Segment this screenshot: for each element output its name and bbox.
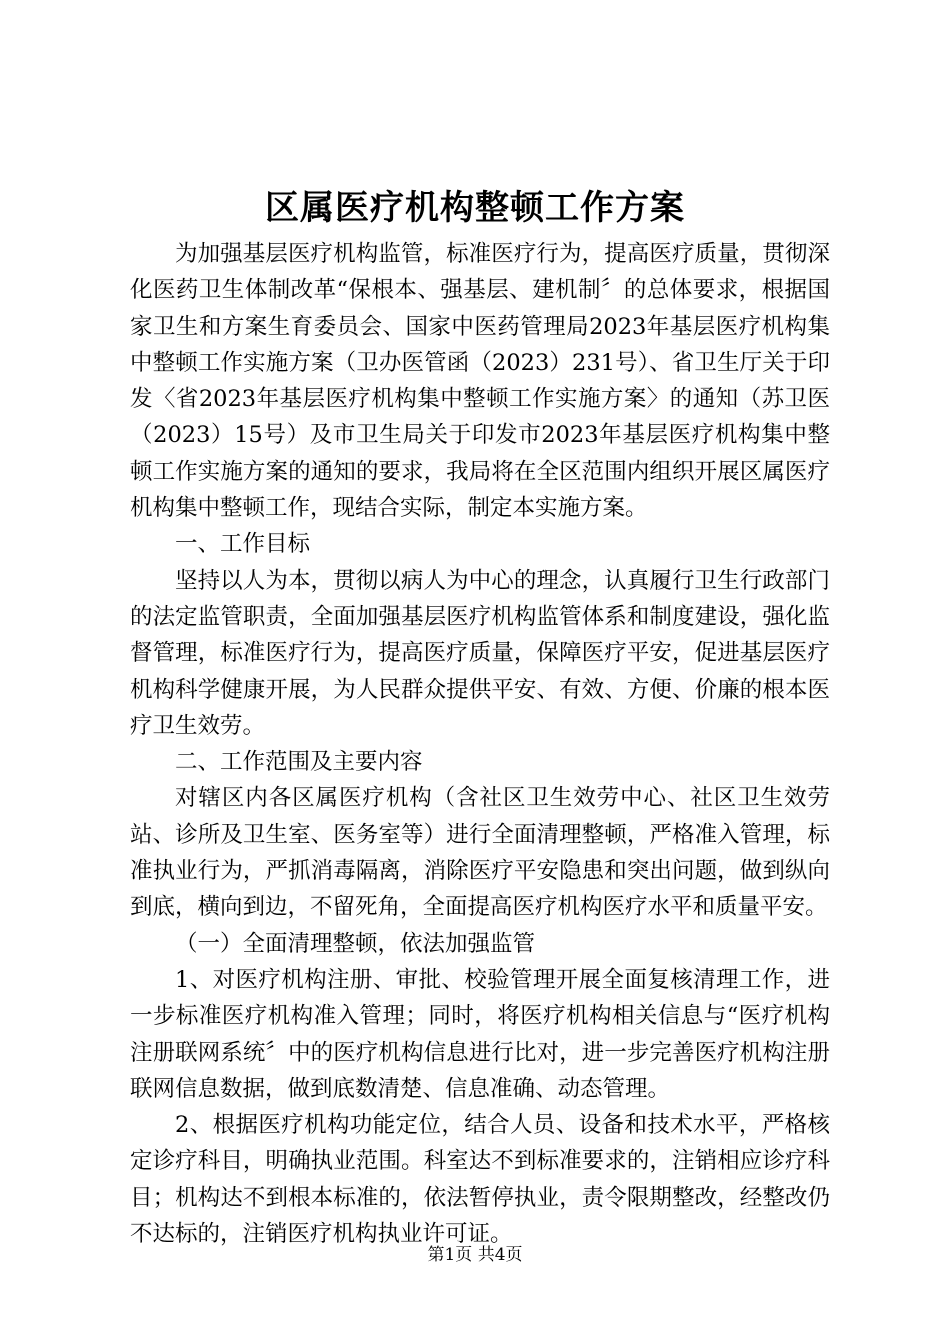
section-heading-work-scope: 二、工作范围及主要内容 <box>175 749 423 776</box>
subsection-heading-rectification: （一）全面清理整顿，依法加强监管 <box>175 930 536 957</box>
document-body <box>130 236 830 1252</box>
document-title: 区属医疗机构整顿工作方案 <box>265 188 685 228</box>
paragraph-item-1: 1、对医疗机构注册、审批、校验管理开展全面复核清理工作，进一步标准医疗机构准入管理；同时，将医疗机构相关信息与“医疗机构注册联网系统〞中的医疗机构信息进行比对，进一步完善医疗机构注册联网信息数据，做到底数清楚、信息准确、动态管理。 <box>130 966 830 1102</box>
paragraph-work-goal: 坚持以人为本，贯彻以病人为中心的理念，认真履行卫生行政部门的法定监管职责，全面加强基层医疗机构监管体系和制度建设，强化监督管理，标准医疗行为，提高医疗质量，保障医疗平安，促进基层医疗机构科学健康开展，为人民群众提供平安、有效、方便、价廉的根本医疗卫生效劳。 <box>130 567 830 739</box>
section-heading-work-goal: 一、工作目标 <box>175 531 311 558</box>
page-footer: 第1页 共4页 <box>427 1245 523 1265</box>
paragraph-item-2: 2、根据医疗机构功能定位，结合人员、设备和技术水平，严格核定诊疗科目，明确执业范围。科室达不到标准要求的，注销相应诊疗科目；机构达不到根本标准的，依法暂停执业，责令限期整改，经整改仍不达标的，注销医疗机构执业许可证。 <box>130 1112 830 1248</box>
paragraph-work-scope: 对辖区内各区属医疗机构（含社区卫生效劳中心、社区卫生效劳站、诊所及卫生室、医务室等）进行全面清理整顿，严格准入管理，标准执业行为，严抓消毒隔离，消除医疗平安隐患和突出问题，做到纵向到底，横向到边，不留死角，全面提高医疗机构医疗水平和质量平安。 <box>130 785 830 921</box>
paragraph-intro: 为加强基层医疗机构监管，标准医疗行为，提高医疗质量，贯彻深化医药卫生体制改革“保根本、强基层、建机制〞的总体要求，根据国家卫生和方案生育委员会、国家中医药管理局2023年基层医疗机构集中整顿工作实施方案（卫办医管函（2023）231号）、省卫生厅关于印发〈省2023年基层医疗机构集中整顿工作实施方案〉的通知（苏卫医（2023）15号）及市卫生局关于印发市2023年基层医疗机构集中整顿工作实施方案的通知的要求，我局将在全区范围内组织开展区属医疗机构集中整顿工作，现结合实际，制定本实施方案。 <box>130 241 830 522</box>
